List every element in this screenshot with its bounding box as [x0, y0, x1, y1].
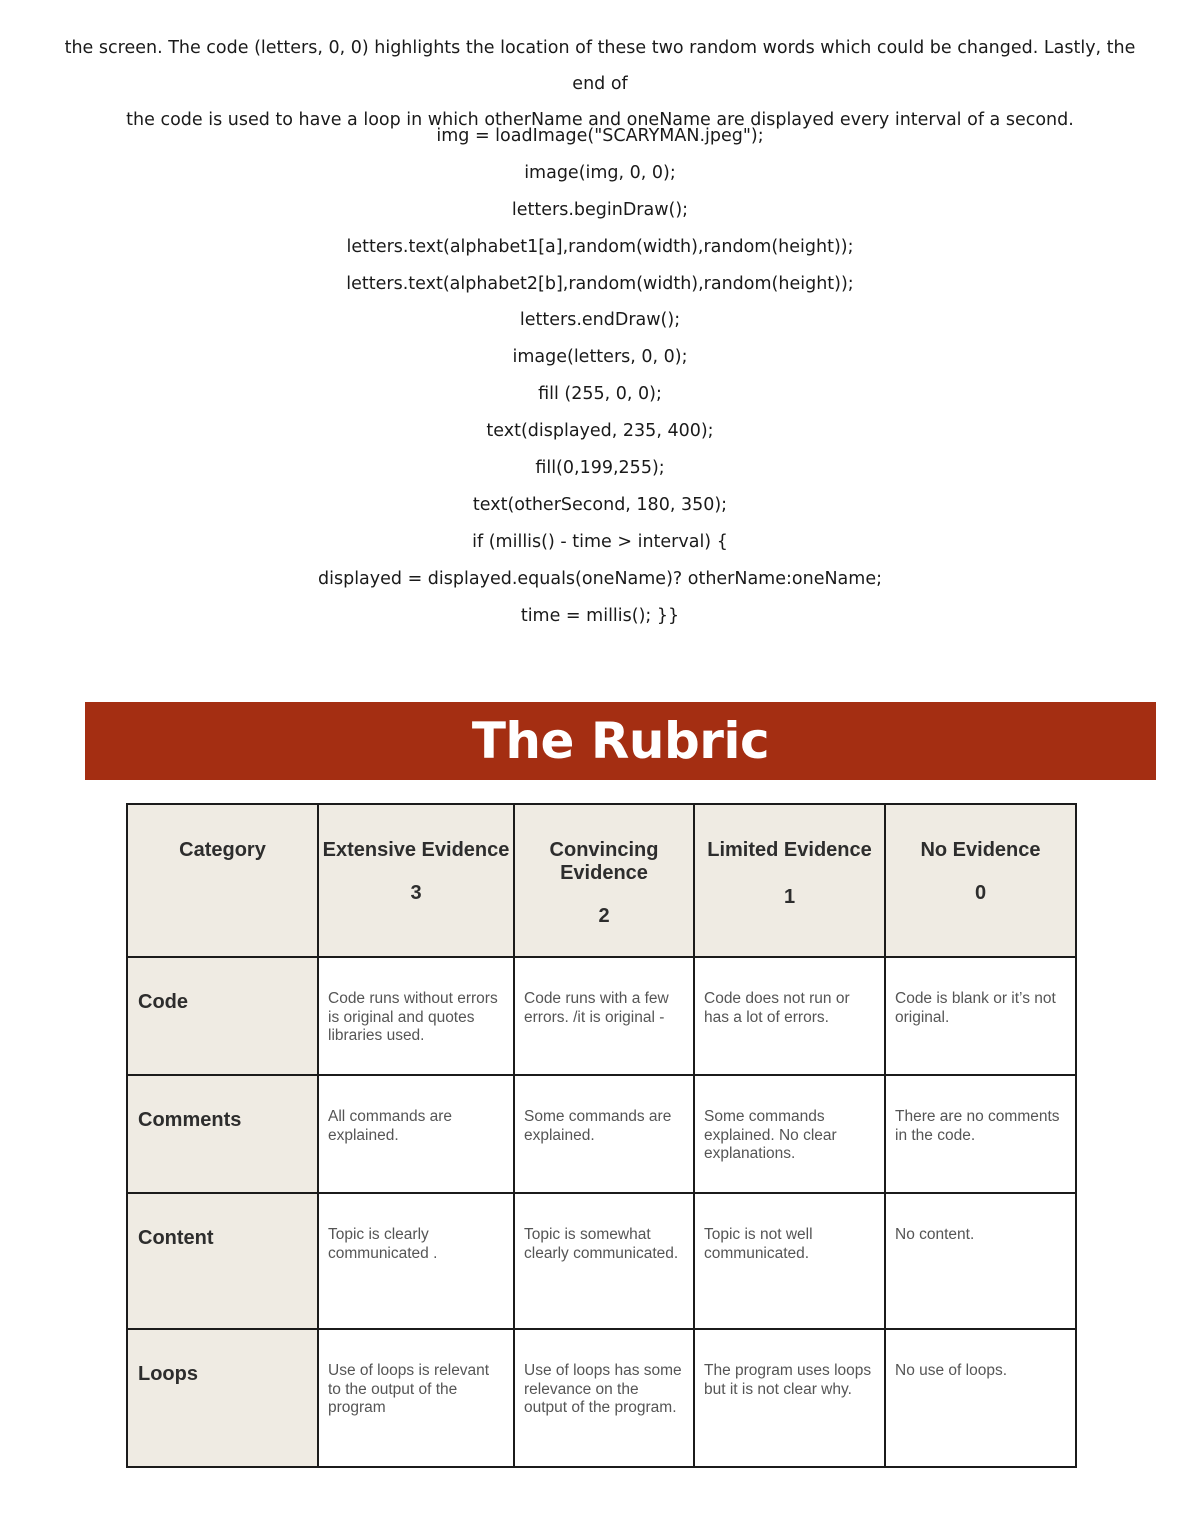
code-line: text(displayed, 235, 400);	[486, 421, 714, 442]
rubric-row-loops	[127, 1329, 1076, 1467]
rubric-table	[126, 803, 1077, 1468]
code-line: text(otherSecond, 180, 350);	[472, 494, 728, 515]
code-line: letters.beginDraw();	[511, 199, 689, 220]
row-category: Content	[127, 1193, 318, 1329]
header-limited-evidence	[694, 804, 885, 957]
header-label: Extensive Evidence	[322, 839, 510, 861]
header-score: 0	[974, 882, 987, 904]
rubric-cell: No use of loops.	[885, 1329, 1076, 1467]
code-snippet	[100, 118, 1100, 634]
code-line: image(img, 0, 0);	[524, 162, 676, 183]
rubric-cell: Topic is somewhat clearly communicated.	[514, 1193, 694, 1329]
code-line: img = loadImage("SCARYMAN.jpeg");	[436, 126, 764, 146]
header-no-evidence	[885, 804, 1076, 957]
code-line: time = millis(); }}	[520, 605, 680, 626]
rubric-cell: Code runs without errors is original and quotes libraries used.	[318, 957, 514, 1075]
rubric-cell: Topic is clearly communicated .	[318, 1193, 514, 1329]
code-line: letters.text(alphabet1[a],random(width),random(height));	[346, 236, 854, 257]
rubric-row-code	[127, 957, 1076, 1075]
code-line: if (millis() - time > interval) {	[472, 531, 728, 552]
code-line: fill (255, 0, 0);	[538, 384, 662, 405]
banner-title: The Rubric	[471, 712, 770, 770]
rubric-cell: Code runs with a few errors. /it is original -	[514, 957, 694, 1075]
code-line: fill(0,199,255);	[535, 458, 665, 479]
rubric-cell: All commands are explained.	[318, 1075, 514, 1193]
rubric-cell: Some commands are explained.	[514, 1075, 694, 1193]
header-label: Category	[179, 839, 266, 861]
intro-line: the code is used to have a loop in which otherName and oneName are displayed every interval of a second.	[126, 110, 1074, 130]
rubric-cell: Code does not run or has a lot of errors.	[694, 957, 885, 1075]
header-score: 3	[410, 882, 422, 904]
code-line: displayed = displayed.equals(oneName)? otherName:oneName;	[318, 568, 882, 589]
rubric-cell: There are no comments in the code.	[885, 1075, 1076, 1193]
code-line: image(letters, 0, 0);	[512, 347, 688, 368]
row-category: Code	[127, 957, 318, 1075]
rubric-cell: The program uses loops but it is not clear why.	[694, 1329, 885, 1467]
header-extensive-evidence	[318, 804, 514, 957]
code-line: letters.endDraw();	[519, 310, 681, 331]
rubric-header-row	[127, 804, 1076, 957]
header-convincing-evidence	[514, 804, 694, 957]
rubric-row-comments	[127, 1075, 1076, 1193]
rubric-cell: Use of loops has some relevance on the output of the program.	[514, 1329, 694, 1467]
header-label: Limited Evidence	[707, 839, 872, 861]
rubric-cell: Topic is not well communicated.	[694, 1193, 885, 1329]
intro-line: the screen. The code (letters, 0, 0) highlights the location of these two random words which could be changed. Lastly, the end of	[64, 38, 1136, 94]
rubric-banner	[85, 702, 1156, 780]
header-label: Convincing Evidence	[549, 839, 659, 884]
header-category	[127, 804, 318, 957]
row-category: Comments	[127, 1075, 318, 1193]
row-category: Loops	[127, 1329, 318, 1467]
header-score: 1	[783, 886, 796, 908]
header-label: No Evidence	[920, 839, 1041, 861]
header-score: 2	[598, 905, 610, 927]
rubric-cell: No content.	[885, 1193, 1076, 1329]
rubric-cell: Code is blank or it’s not original.	[885, 957, 1076, 1075]
rubric-cell: Some commands explained. No clear explanations.	[694, 1075, 885, 1193]
code-line: letters.text(alphabet2[b],random(width),random(height));	[346, 273, 854, 294]
rubric-row-content	[127, 1193, 1076, 1329]
rubric-cell: Use of loops is relevant to the output of the program	[318, 1329, 514, 1467]
